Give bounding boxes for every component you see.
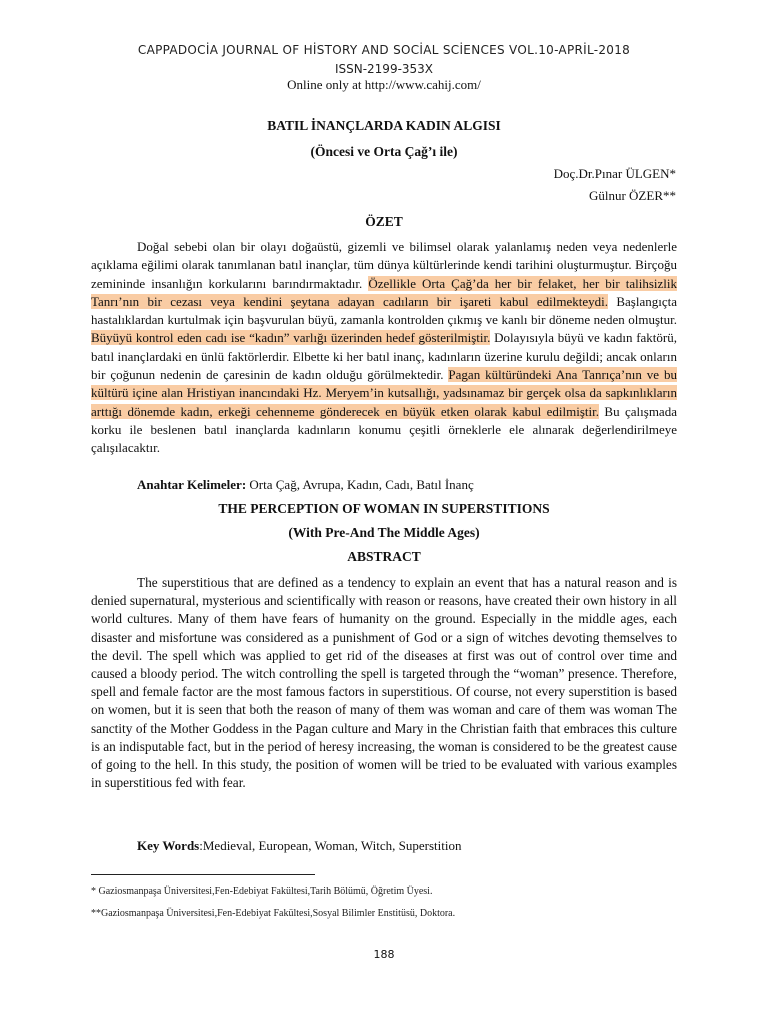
english-abstract: The superstitious that are defined as a tendency to explain an event that has a natural reason and is denied supernatural, mysterious and scientifically with reason or reasons, have created their own history in all world cultures. Many of them have fears of humanity on the ground. Especially in the middle ages, each disaster and misfortune was considered as a punishment of God or a sign of witches devoting themselves to the devil. The spell which was applied to get rid of the diseases at first was out of control over time and caused a bloody period. The witch controlling the spell is targeted through the “woman” presence. Therefore, spell and female factor are the most famous factors in superstitious. Of course, not every superstition is based on women, but it is seen that both the reason of many of them was woman and care of them was woman The sanctity of the Mother Goddess in the Pagan culture and Mary in the Christian faith that embraces this culture is an indisputable fact, but in the period of heresy increasing, the woman is considered to be the greatest cause of going to the hell. In this study, the position of women will be tried to be evaluated with various examples in superstitious fed with fear.	[91, 575, 677, 791]
author-secondary: Gülnur ÖZER**	[588, 188, 676, 203]
highlighted-segment: Büyüyü kontrol eden cadı ise “kadın” varlığı üzerinden hedef gösterilmiştir.	[91, 330, 491, 346]
turkish-title: BATIL İNANÇLARDA KADIN ALGISI	[267, 118, 501, 133]
turkish-keywords	[137, 477, 474, 493]
abstract-segment: Başlangıçta hastalıklardan kurtulmak için başvurulan büyü, zamanla kontrolden çıkmış ve kanlı bir döneme neden olmuştur.	[91, 293, 677, 328]
abstract-segment: Bu çalışmada korku ile beslenen batıl inançlarda kadınların konumu çeşitli örneklerle ele alınarak değerlendirilmeye çalışılacaktır.	[91, 403, 677, 456]
highlighted-segment: Özellikle Orta Çağ’da her bir felaket, her bir talihsizlik Tanrı’nın bir cezası veya kendini şeytana adayan cadıların bir işareti kabul edilmekteydi.	[91, 275, 678, 309]
english-keywords	[137, 838, 461, 854]
footnote-separator	[91, 874, 315, 875]
author-primary: Doç.Dr.Pınar ÜLGEN*	[553, 166, 676, 181]
english-subtitle: (With Pre-And The Middle Ages)	[288, 525, 480, 540]
english-keywords-text: :Medieval, European, Woman, Witch, Superstition	[199, 838, 462, 853]
ozet-heading: ÖZET	[365, 214, 403, 229]
abstract-segment: Dolayısıyla büyü ve kadın faktörü, batıl inançlardaki en ünlü faktörlerdir. Elbette ki her batıl inanç, kadınların üzerine kurulu değildi; ancak onların bir çoğunun nedenin de çaresinin de kadın olduğu görülmektedir.	[91, 330, 677, 383]
highlighted-segment: Pagan kültüründeki Ana Tanrıça’nın ve bu kültürü içine alan Hristiyan inancındaki Hz. Meryem’in kutsallığı, yadsınamaz bir gerçek olsa da sapkınlıkların arttığı dönemde kadın, erkeği cehenneme gönderecek en büyük etken olarak kabul edilmiştir.	[91, 367, 678, 419]
journal-header: CAPPADOCİA JOURNAL OF HİSTORY AND SOCİAL SCİENCES VOL.10-APRİL-2018	[137, 43, 631, 57]
issn-line: ISSN-2199-353X	[334, 62, 434, 76]
abstract-segment: Doğal sebebi olan bir olayı doğaüstü, gizemli ve bilimsel olarak yalanlamış neden veya nedenlerle açıklama eğilimi olarak tanımlanan batıl inançlar, tüm dünya kültürlerinde kendi tarihini oluşturmuştur. Birçoğu zemininde insanlığın korkularını barındırmaktadır.	[91, 239, 677, 291]
turkish-keywords-text: Orta Çağ, Avrupa, Kadın, Cadı, Batıl İnanç	[246, 477, 474, 492]
page-number: 188	[373, 948, 395, 961]
english-title: THE PERCEPTION OF WOMAN IN SUPERSTITIONS	[218, 501, 550, 516]
online-url-line: Online only at http://www.cahij.com/	[287, 77, 481, 92]
footnote-2: **Gaziosmanpaşa Üniversitesi,Fen-Edebiyat Fakültesi,Sosyal Bilimler Enstitüsü, Doktora.	[91, 908, 456, 919]
english-keywords-label: Key Words	[137, 838, 200, 853]
turkish-keywords-label: Anahtar Kelimeler:	[137, 477, 247, 492]
turkish-abstract	[91, 238, 677, 458]
footnote-1: * Gaziosmanpaşa Üniversitesi,Fen-Edebiyat Fakültesi,Tarih Bölümü, Öğretim Üyesi.	[91, 886, 433, 897]
abstract-heading: ABSTRACT	[347, 549, 421, 564]
turkish-subtitle: (Öncesi ve Orta Çağ’ı ile)	[310, 144, 458, 159]
